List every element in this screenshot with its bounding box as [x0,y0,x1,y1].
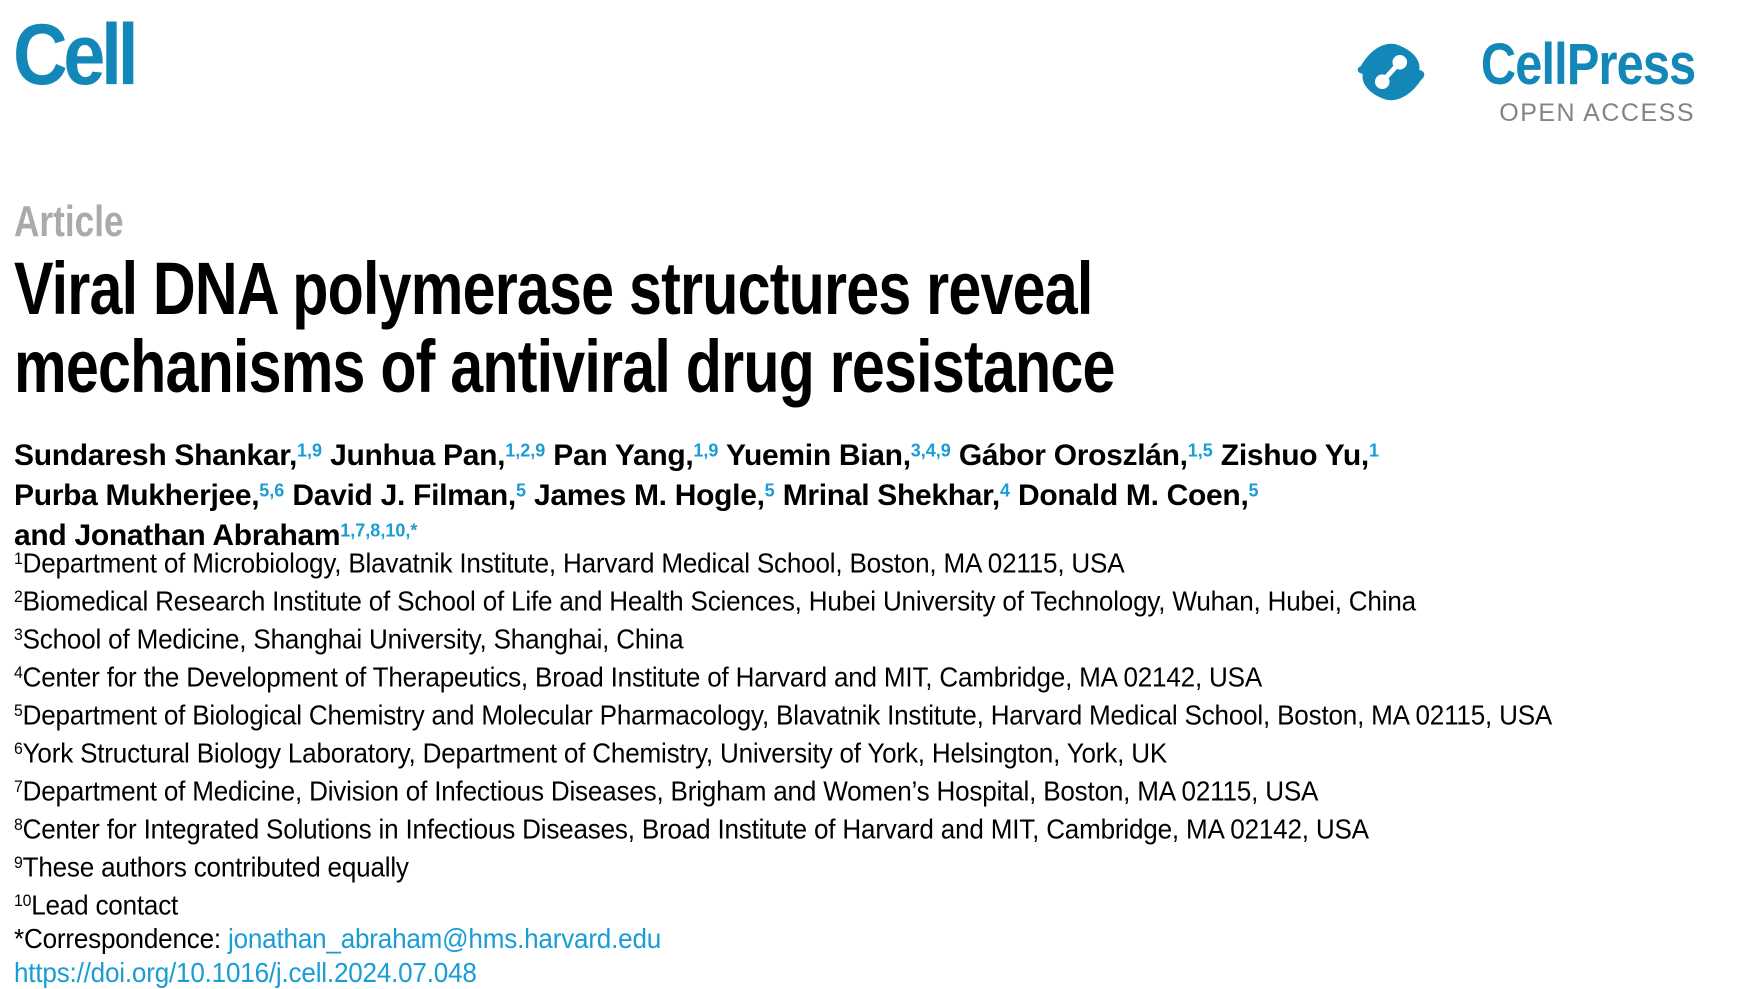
affiliation-row [14,808,1552,846]
footnote-number: 10 [14,891,31,910]
author-affiliation-superscript: 1,2,9 [505,440,545,460]
cell-journal-logo: Cell [13,12,134,98]
affiliation-text: Department of Microbiology, Blavatnik Institute, Harvard Medical School, Boston, MA 02115, USA [23,548,1125,579]
cellpress-mark-icon [1354,40,1428,104]
authors-line-2 [14,473,1379,513]
affiliation-text: Department of Biological Chemistry and Molecular Pharmacology, Blavatnik Institute, Harvard Medical School, Boston, MA 02115, USA [23,700,1553,731]
article-title-line-2: mechanisms of antiviral drug resistance [14,328,1115,406]
author-affiliation-superscript: 5 [516,480,526,500]
author-name: Purba Mukherjee, [14,479,259,512]
author [1221,439,1379,472]
cellpress-wordmark: CellPress [1480,38,1695,92]
affiliation-row [14,618,1552,656]
cellpress-logo [1354,38,1695,126]
author-name: Yuemin Bian, [726,439,911,472]
author [1018,479,1259,512]
affiliation-row [14,580,1552,618]
affiliation-list [14,542,1668,989]
footnote-text: These authors contributed equally [23,852,409,883]
footnote-equal-contribution [14,846,1552,884]
doi-link[interactable]: https://doi.org/10.1016/j.cell.2024.07.048 [14,957,477,988]
article-title-line-1: Viral DNA polymerase structures reveal [14,250,1115,328]
article-kicker: Article [14,200,124,244]
affiliation-number: 2 [14,587,23,606]
author-name: Donald M. Coen, [1018,479,1249,512]
author-affiliation-superscript: 1,5 [1188,440,1213,460]
correspondence-row [14,922,1552,956]
author [959,439,1213,472]
author [14,479,284,512]
author-name: James M. Hogle, [534,479,765,512]
author-name: Pan Yang, [553,439,693,472]
affiliation-number: 4 [14,663,23,682]
authors-line-1 [14,433,1379,473]
correspondence-label: *Correspondence: [14,923,221,954]
author [783,479,1010,512]
doi-row [14,956,1552,989]
cellpress-text-block [1440,38,1695,126]
affiliation-row [14,694,1552,732]
author-affiliation-superscript: 1,9 [693,440,718,460]
affiliation-text: Center for the Development of Therapeutics, Broad Institute of Harvard and MIT, Cambridge, MA 02142, USA [23,662,1262,693]
author [330,439,545,472]
author-affiliation-superscript: 5 [765,480,775,500]
author [14,439,322,472]
author-name: Zishuo Yu, [1221,439,1369,472]
affiliation-number: 6 [14,739,23,758]
article-title [14,250,1115,406]
author-name: Sundaresh Shankar, [14,439,297,472]
footnote-number: 9 [14,853,23,872]
affiliation-number: 1 [14,549,23,568]
author-list [14,433,1379,553]
affiliation-text: York Structural Biology Laboratory, Department of Chemistry, University of York, Helsington, York, UK [23,738,1167,769]
author [553,439,718,472]
author-name: Junhua Pan, [330,439,505,472]
author-affiliation-superscript: 1,9 [297,440,322,460]
author-name: Gábor Oroszlán, [959,439,1188,472]
affiliation-text: Center for Integrated Solutions in Infectious Diseases, Broad Institute of Harvard and MIT, Cambridge, MA 02142, USA [23,814,1369,845]
author-affiliation-superscript: 4 [1000,480,1010,500]
affiliation-number: 7 [14,777,23,796]
affiliation-row [14,770,1552,808]
author-affiliation-superscript: 5,6 [259,480,284,500]
author-affiliation-superscript: 5 [1249,480,1259,500]
affiliation-text: School of Medicine, Shanghai University, Shanghai, China [23,624,684,655]
affiliation-text: Biomedical Research Institute of School of Life and Health Sciences, Hubei University of Technology, Wuhan, Hubei, China [23,586,1416,617]
author [292,479,526,512]
author-name: and Jonathan Abraham [14,519,340,552]
affiliation-text: Department of Medicine, Division of Infectious Diseases, Brigham and Women’s Hospital, Boston, MA 02115, USA [23,776,1319,807]
correspondence-email-link[interactable]: jonathan_abraham@hms.harvard.edu [228,923,661,954]
footnote-text: Lead contact [31,890,178,921]
affiliation-number: 3 [14,625,23,644]
open-access-label: OPEN ACCESS [1440,101,1695,126]
footnote-lead-contact [14,884,1552,922]
affiliation-row [14,542,1552,580]
author-affiliation-superscript: 1 [1369,440,1379,460]
affiliation-number: 5 [14,701,23,720]
author-affiliation-superscript: 3,4,9 [911,440,951,460]
author-affiliation-superscript: 1,7,8,10,* [340,520,417,540]
author-name: Mrinal Shekhar, [783,479,1000,512]
affiliation-row [14,732,1552,770]
author [726,439,951,472]
affiliation-row [14,656,1552,694]
affiliation-number: 8 [14,815,23,834]
author [534,479,775,512]
author-name: David J. Filman, [292,479,516,512]
